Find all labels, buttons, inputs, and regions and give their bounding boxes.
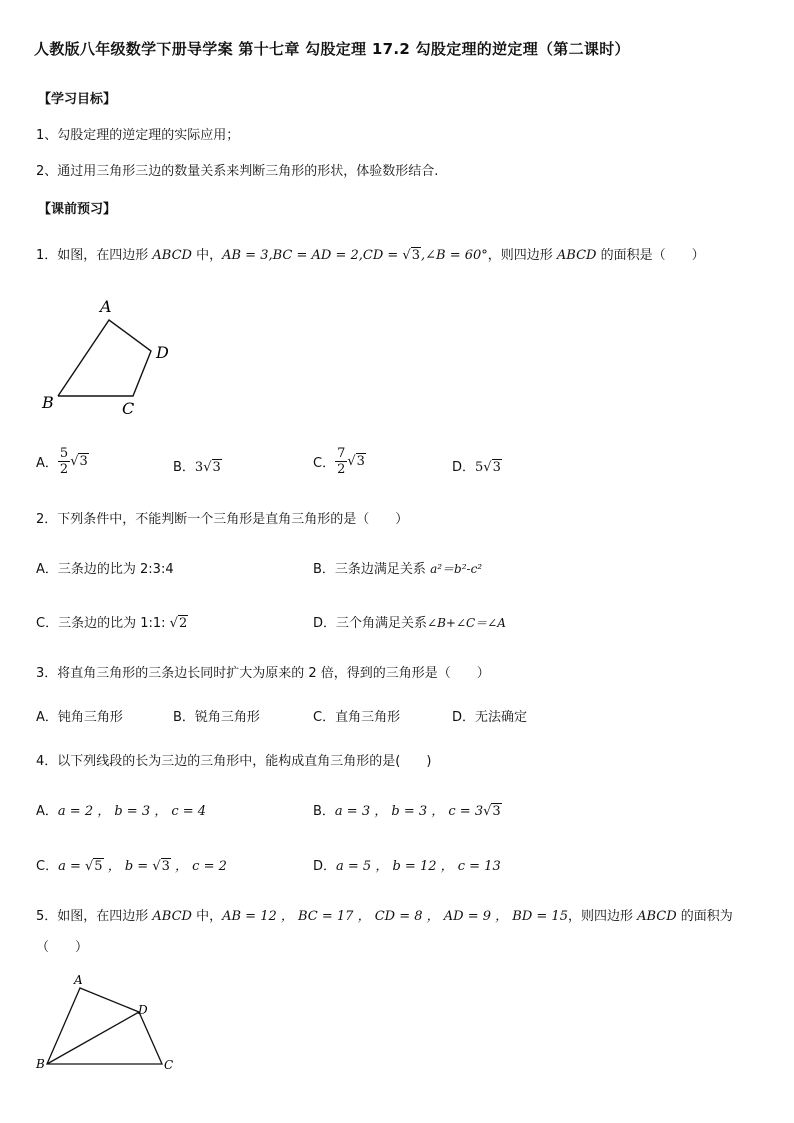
q1-label-d: D (156, 343, 169, 362)
q4-option-c-c: ， c = 2 (170, 859, 227, 874)
q4-option-c-a: a = (58, 859, 85, 874)
q1-option-a-sqrt: √3 (70, 454, 88, 469)
q5-label-b: B (36, 1057, 45, 1071)
q2-option-d[interactable] (313, 612, 506, 631)
q5-answer-paren: （ ） (36, 940, 89, 955)
question-1-stem (36, 244, 705, 263)
q1-option-c-fraction: $\frac{7}{2}$ (337, 446, 346, 477)
q4-option-b-math: a = 3 ， b = 3 ， c = 3 (334, 804, 484, 819)
q2-option-b-math: a²＝b²-c² (430, 562, 483, 576)
q1-option-c-label: C． (313, 456, 336, 471)
q4-option-c-b: ， b = (103, 859, 153, 874)
q4-option-c[interactable] (36, 855, 227, 874)
q1-option-d[interactable] (452, 456, 502, 475)
question-5-stem (36, 905, 733, 924)
q1-option-b-sqrt: √3 (203, 460, 221, 475)
q4-option-c-sqrt-b: √3 (152, 859, 170, 874)
q1-condition-b: ,∠B = 60° (421, 248, 488, 263)
q3-option-c[interactable]: C．直角三角形 (313, 710, 401, 725)
q4-option-c-label: C． (36, 859, 59, 874)
q4-option-d-math: a = 5 ， b = 12 ， c = 13 (336, 859, 501, 874)
q2-option-a[interactable]: A．三条边的比为 2:3:4 (36, 562, 174, 577)
q1-option-d-coef: 5 (475, 460, 484, 475)
q1-option-a-label: A． (36, 456, 58, 471)
q4-option-d-label: D． (313, 859, 337, 874)
q2-option-b-text: B．三条边满足关系 (313, 562, 431, 577)
question-4-stem: 4．以下列线段的长为三边的三角形中，能构成直角三角形的是( ) (36, 754, 432, 769)
q5-quadrilateral (47, 988, 162, 1064)
q3-option-b[interactable]: B．锐角三角形 (173, 710, 260, 725)
preview-heading: 【课前预习】 (38, 202, 117, 217)
q1-prefix: 1．如图，在四边形 (36, 248, 153, 263)
q4-option-a-math: a = 2 ， b = 3 ， c = 4 (57, 804, 207, 819)
q4-option-b[interactable] (313, 800, 502, 819)
q2-option-b[interactable] (313, 558, 482, 577)
q3-option-a[interactable]: A．钝角三角形 (36, 710, 123, 725)
page-title: 人教版八年级数学下册导学案 第十七章 勾股定理 17.2 勾股定理的逆定理（第二课时） (34, 40, 630, 58)
q1-option-c-sqrt: √3 (347, 454, 365, 469)
objective-item-2: 2、通过用三角形三边的数量关系来判断三角形的形状，体验数形结合. (36, 164, 439, 179)
q4-option-a[interactable] (36, 800, 206, 819)
q1-condition-a: AB = 3,BC = AD = 2,CD = (222, 248, 403, 263)
q5-quad-name: ABCD (152, 909, 192, 924)
q1-option-d-label: D． (452, 460, 476, 475)
q4-option-b-label: B． (313, 804, 335, 819)
objective-item-1: 1、勾股定理的逆定理的实际应用； (36, 128, 240, 143)
q1-option-a-fraction: $\frac{5}{2}$ (59, 446, 69, 477)
q1-mid: 中， (191, 248, 223, 263)
q5-stem-c: ，则四边形 (567, 909, 638, 924)
q2-option-c-sqrt: √2 (169, 616, 188, 631)
q1-option-b[interactable] (173, 456, 222, 475)
q5-conditions: AB = 12 ， BC = 17 ， CD = 8 ， AD = 9 ， BD = 15 (222, 909, 568, 924)
q4-option-c-sqrt-a: √5 (85, 859, 103, 874)
q1-quadrilateral (58, 320, 151, 396)
q1-option-c[interactable] (313, 446, 366, 477)
objectives-heading: 【学习目标】 (38, 92, 117, 107)
q5-diagonal-bd (47, 1012, 139, 1064)
q5-stem-b: 中， (191, 909, 223, 924)
q1-label-a: A (100, 297, 112, 316)
q1-quad-name-2: ABCD (556, 248, 597, 263)
q5-stem-d: 的面积为 (676, 909, 733, 924)
q5-label-a: A (74, 973, 83, 987)
question-3-stem: 3．将直角三角形的三条边长同时扩大为原来的 2 倍，得到的三角形是（ ） (36, 666, 490, 681)
q1-label-b: B (42, 393, 54, 412)
q1-option-d-sqrt: √3 (483, 460, 501, 475)
q1-option-a[interactable] (36, 446, 89, 477)
q1-suffix-a: ，则四边形 (487, 248, 557, 263)
q5-figure (30, 972, 180, 1078)
q4-option-d[interactable] (313, 855, 501, 874)
q1-figure (30, 290, 190, 420)
question-2-stem: 2．下列条件中，不能判断一个三角形是直角三角形的是（ ） (36, 512, 409, 527)
q4-option-b-sqrt: √3 (483, 804, 501, 819)
q1-option-b-label: B． (173, 460, 195, 475)
q1-quad-name: ABCD (152, 248, 192, 263)
q1-sqrt: √3 (402, 248, 420, 263)
q5-stem-a: 5．如图，在四边形 (36, 909, 153, 924)
q3-option-d[interactable]: D．无法确定 (452, 710, 528, 725)
q2-option-c-text: C．三条边的比为 1:1: (36, 616, 170, 631)
q1-option-b-coef: 3 (194, 460, 204, 475)
q2-option-c[interactable] (36, 612, 188, 631)
q2-option-d-text: D．三个角满足关系 (313, 616, 428, 631)
q5-quad-name-2: ABCD (637, 909, 677, 924)
q1-label-c: C (122, 399, 135, 418)
q5-label-c: C (164, 1058, 174, 1072)
q2-option-d-math: ∠B+∠C＝∠A (427, 616, 506, 630)
q4-option-a-label: A． (36, 804, 58, 819)
q5-label-d: D (138, 1003, 148, 1017)
q1-suffix-b: 的面积是（ ） (596, 248, 705, 263)
